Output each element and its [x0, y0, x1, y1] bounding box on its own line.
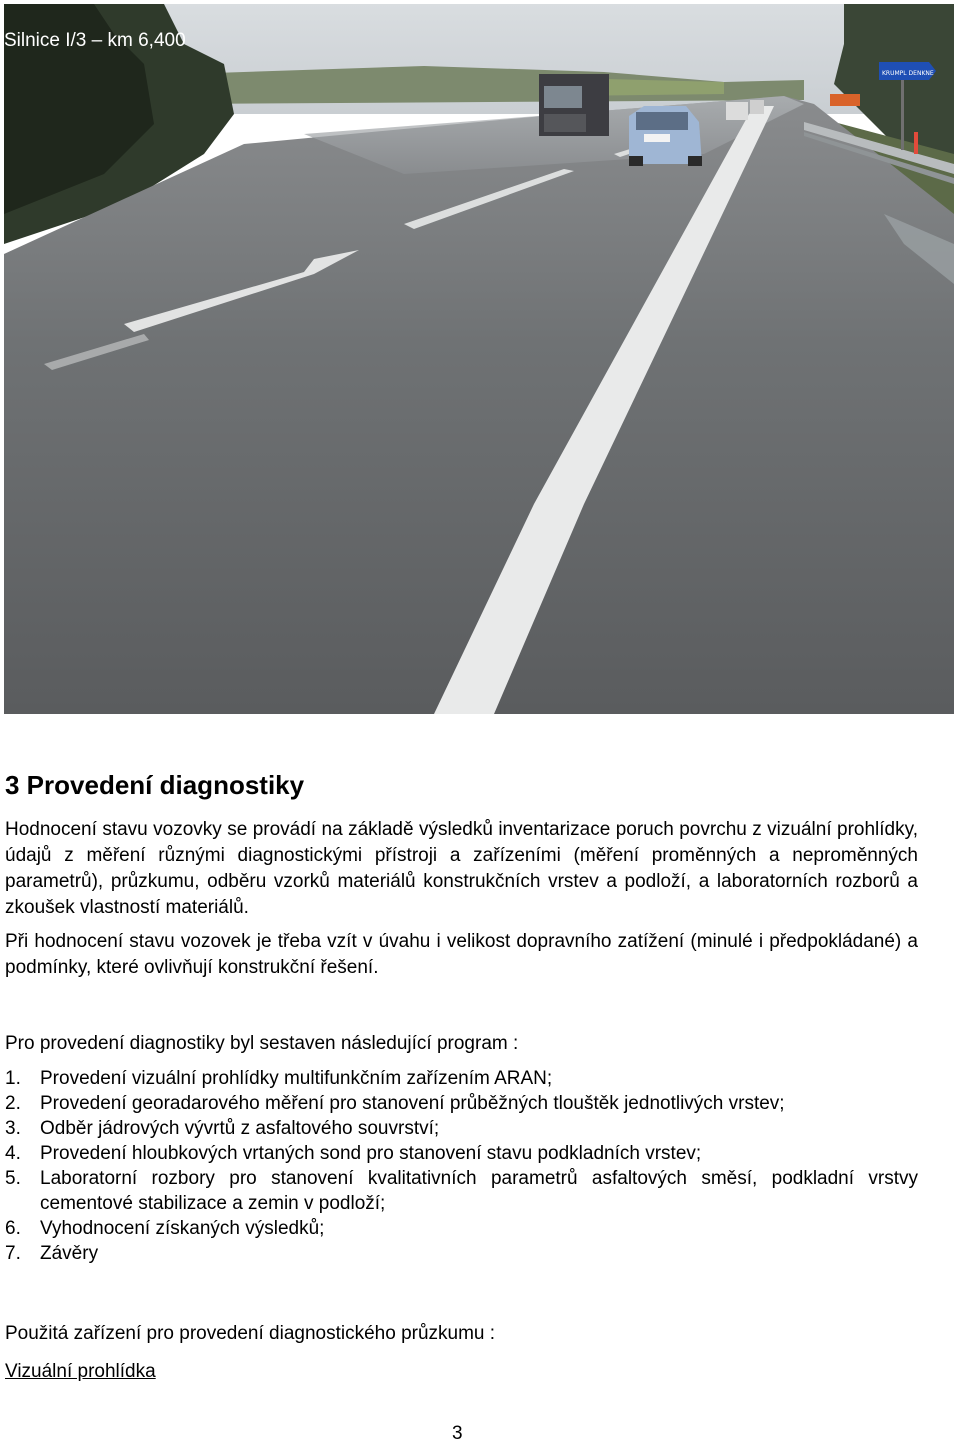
list-item	[5, 1066, 918, 1091]
photo-caption: Silnice I/3 – km 6,400	[4, 30, 186, 51]
list-item-text: Odběr jádrových vývrtů z asfaltového souvrství;	[40, 1118, 440, 1139]
list-item	[5, 1116, 918, 1141]
road-photo	[4, 4, 954, 714]
paragraph-program-intro: Pro provedení diagnostiky byl sestaven následující program :	[5, 1033, 519, 1054]
list-item-number: 7.	[5, 1243, 21, 1264]
list-item-text: Provedení hloubkových vrtaných sond pro stanovení stavu podkladních vrstev;	[40, 1143, 702, 1164]
list-item	[5, 1141, 918, 1166]
list-item-text: Laboratorní rozbory pro stanovení kvalitativních parametrů asfaltových směsí, podkladní vrstvy cementové stabilizace a zemin v podloží;	[40, 1168, 918, 1214]
list-item	[5, 1241, 918, 1266]
page-number: 3	[452, 1423, 463, 1444]
program-list	[5, 1066, 918, 1266]
visual-inspection-link[interactable]: Vizuální prohlídka	[5, 1361, 156, 1382]
list-item-text: Vyhodnocení získaných výsledků;	[40, 1218, 325, 1239]
paragraph-traffic: Při hodnocení stavu vozovek je třeba vzít v úvahu i velikost dopravního zatížení (minulé i předpokládané) a podmínky, které ovlivňují konstrukční řešení.	[5, 931, 918, 978]
equipment-intro: Použitá zařízení pro provedení diagnostického průzkumu :	[5, 1323, 496, 1344]
list-item	[5, 1166, 918, 1216]
list-item	[5, 1216, 918, 1241]
road-sign-text: KRUMPL DENKNE	[882, 70, 934, 77]
paragraph-intro: Hodnocení stavu vozovky se provádí na základě výsledků inventarizace poruch povrchu z vizuální prohlídky, údajů z měření různými diagnostickými přístroji a zařízeními (měření proměnných a neproměnných parametrů), průzkumu, odběru vzorků materiálů konstrukčních vrstev a podloží, a laboratorních rozborů a zkoušek vlastností materiálů.	[5, 819, 918, 918]
list-item-text: Závěry	[40, 1243, 99, 1264]
list-item	[5, 1091, 918, 1116]
list-item-text: Provedení vizuální prohlídky multifunkčním zařízením ARAN;	[40, 1068, 553, 1089]
list-item-number: 5.	[5, 1168, 21, 1189]
section-title: 3 Provedení diagnostiky	[5, 770, 305, 800]
list-item-number: 1.	[5, 1068, 21, 1089]
list-item-number: 3.	[5, 1118, 21, 1139]
list-item-number: 2.	[5, 1093, 21, 1114]
list-item-number: 6.	[5, 1218, 21, 1239]
list-item-text: Provedení georadarového měření pro stanovení průběžných tlouštěk jednotlivých vrstev;	[40, 1093, 785, 1114]
list-item-number: 4.	[5, 1143, 21, 1164]
